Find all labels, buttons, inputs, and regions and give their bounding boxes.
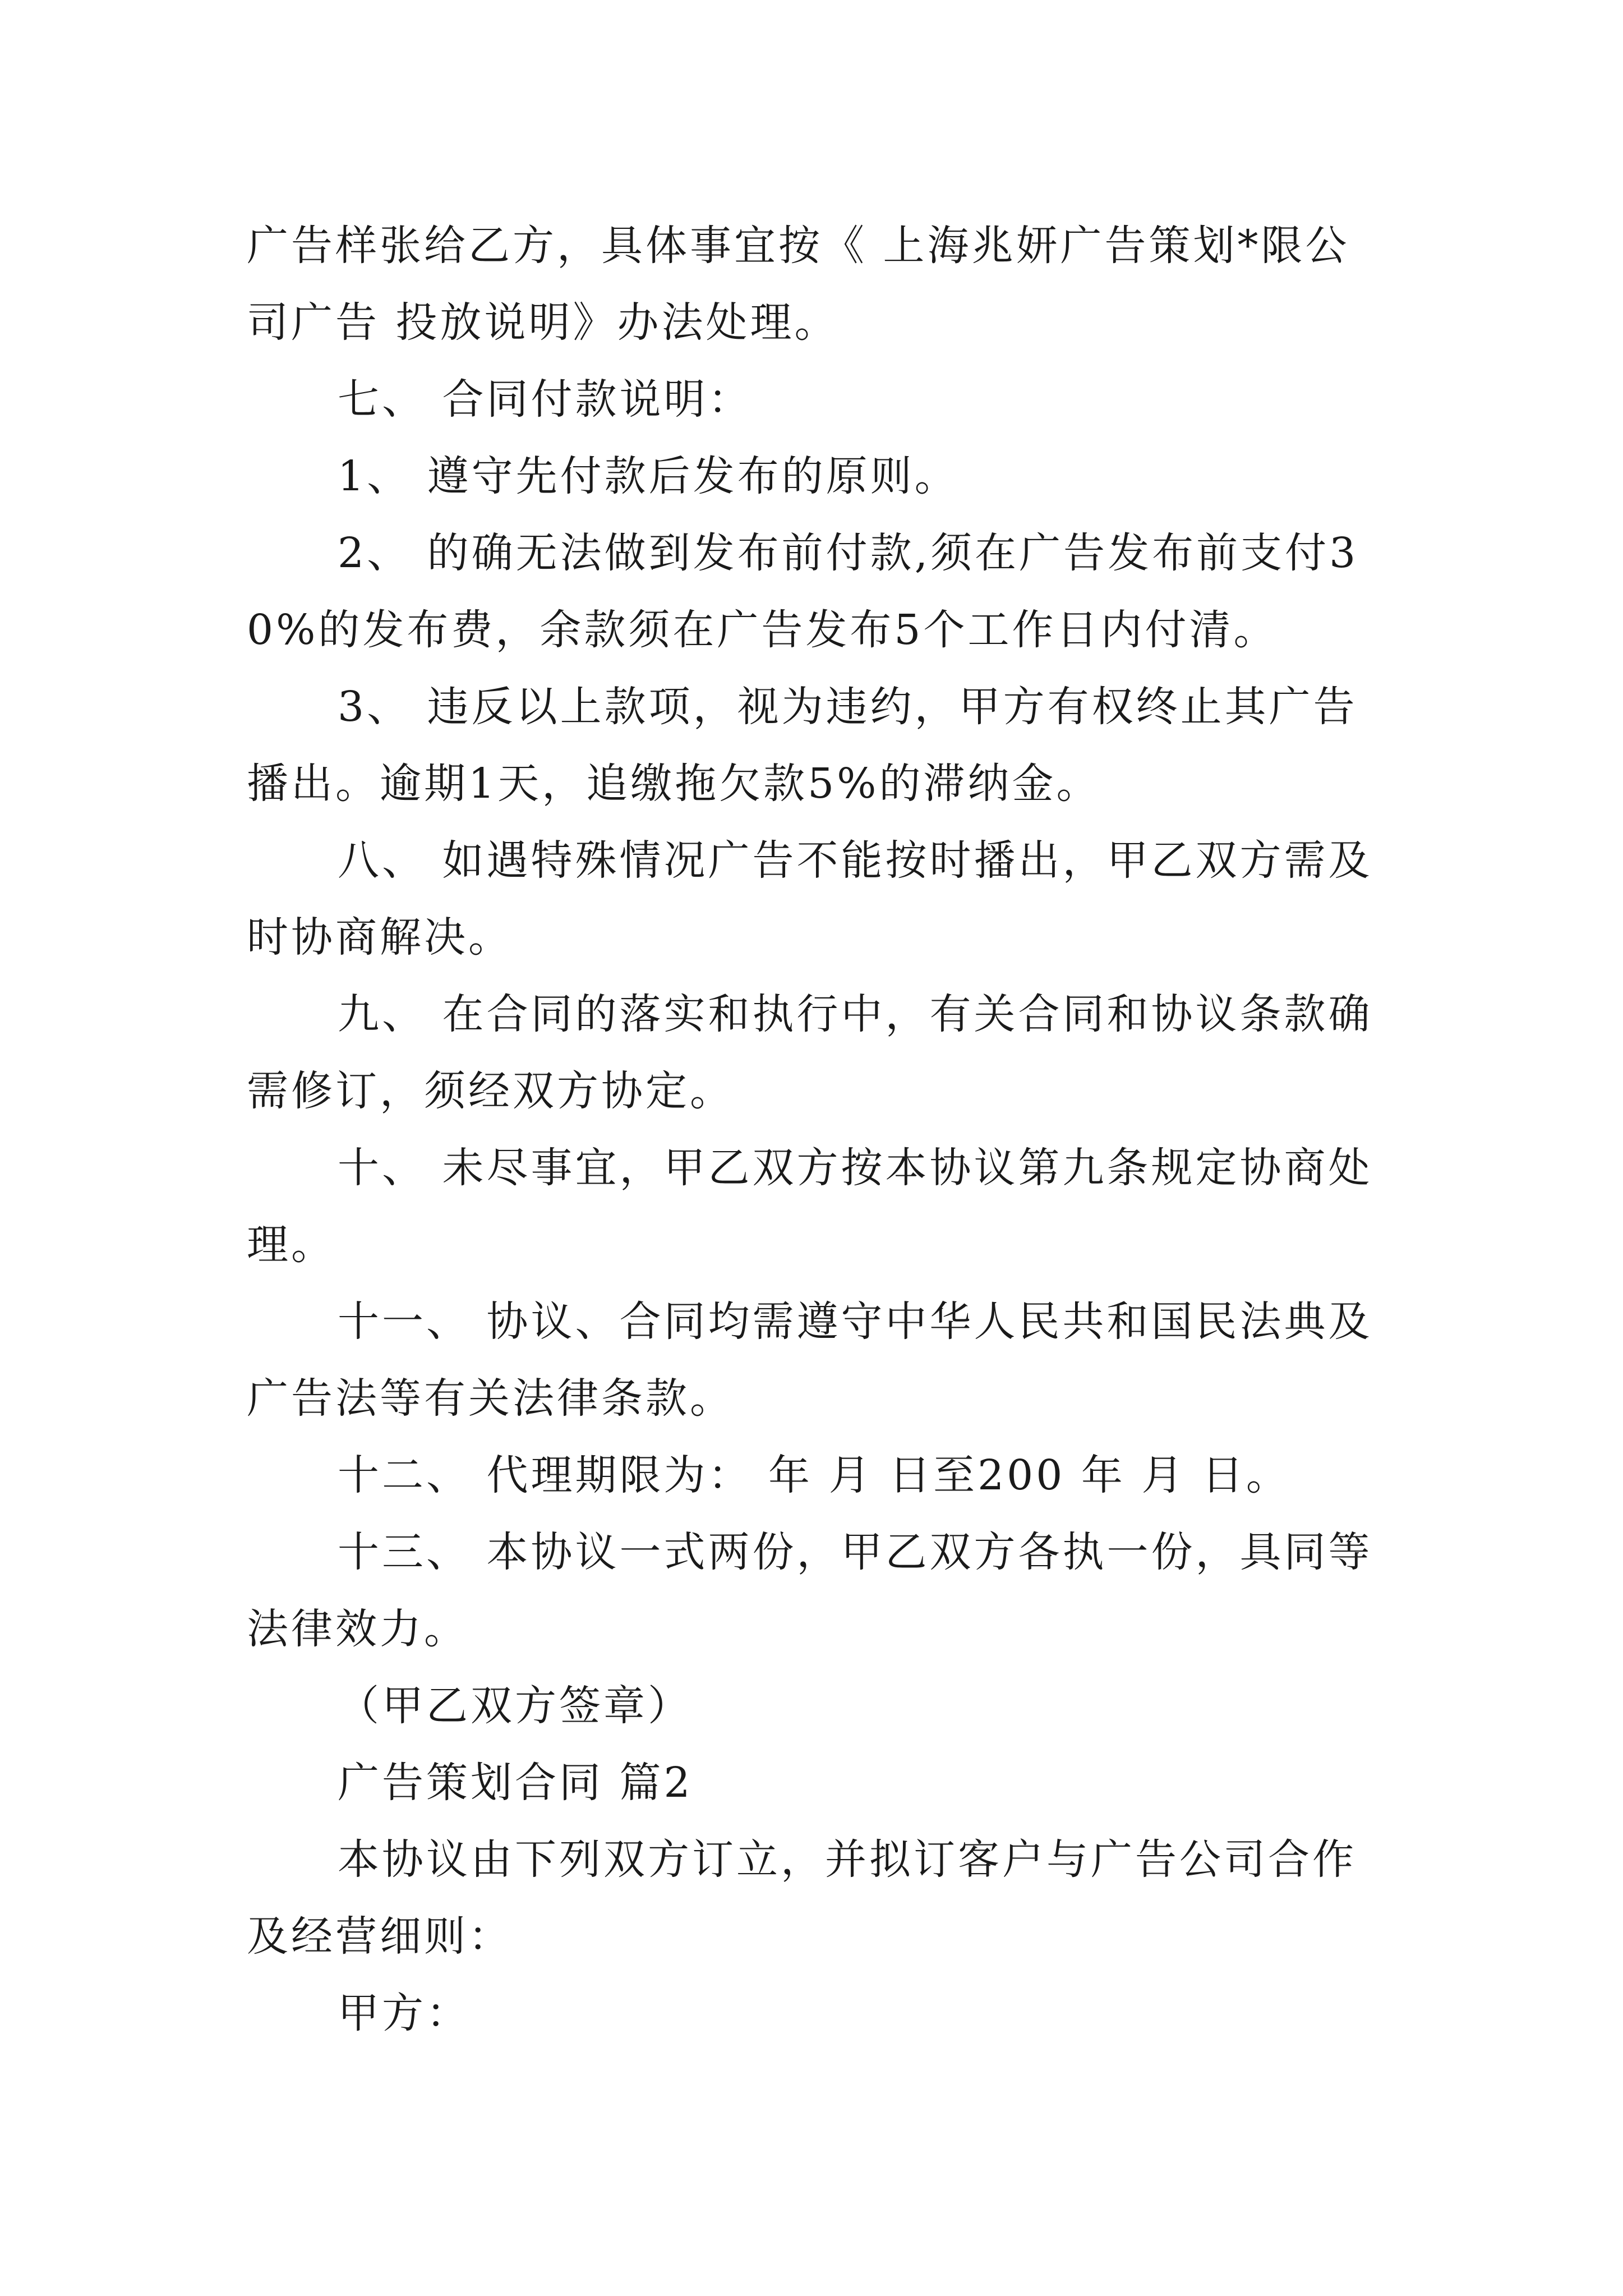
paragraph-contract-2-heading: 广告策划合同 篇2 <box>338 1759 693 1807</box>
paragraph-item-3: 3、 违反以上款项，视为违约，甲方有权终止其广告播出。逾期1天，追缴拖欠款5%的滞纳金。 <box>247 683 1358 808</box>
paragraph-section-12: 十二、 代理期限为： 年 月 日至200 年 月 日。 <box>338 1451 1290 1499</box>
paragraph-section-11: 十一、 协议、合同均需遵守中华人民共和国民法典及广告法等有关法律条款。 <box>247 1297 1373 1423</box>
paragraph-signatures: （甲乙双方签章） <box>338 1682 692 1730</box>
paragraph-section-9: 九、 在合同的落实和执行中，有关合同和协议条款确需修订，须经双方协定。 <box>247 990 1373 1115</box>
paragraph-section-13: 十三、 本协议一式两份，甲乙双方各执一份，具同等法律效力。 <box>247 1528 1373 1653</box>
paragraph-section-7-heading: 七、 合同付款说明： <box>338 375 753 424</box>
paragraph-ad-sample-clause: 广告样张给乙方，具体事宜按《 上海兆妍广告策划*限公司广告 投放说明》办法处理。 <box>247 222 1350 347</box>
paragraph-party-a: 甲方： <box>338 1989 471 2037</box>
paragraph-item-1: 1、 遵守先付款后发布的原则。 <box>338 452 959 500</box>
paragraph-section-10: 十、 未尽事宜，甲乙双方按本协议第九条规定协商处理。 <box>247 1144 1373 1269</box>
paragraph-item-2: 2、 的确无法做到发布前付款,须在广告发布前支付30%的发布费，余款须在广告发布5个工作日内付清。 <box>247 529 1359 654</box>
paragraph-section-8: 八、 如遇特殊情况广告不能按时播出，甲乙双方需及时协商解决。 <box>247 836 1373 961</box>
paragraph-contract-2-intro: 本协议由下列双方订立，并拟订客户与广告公司合作及经营细则： <box>247 1835 1357 1961</box>
